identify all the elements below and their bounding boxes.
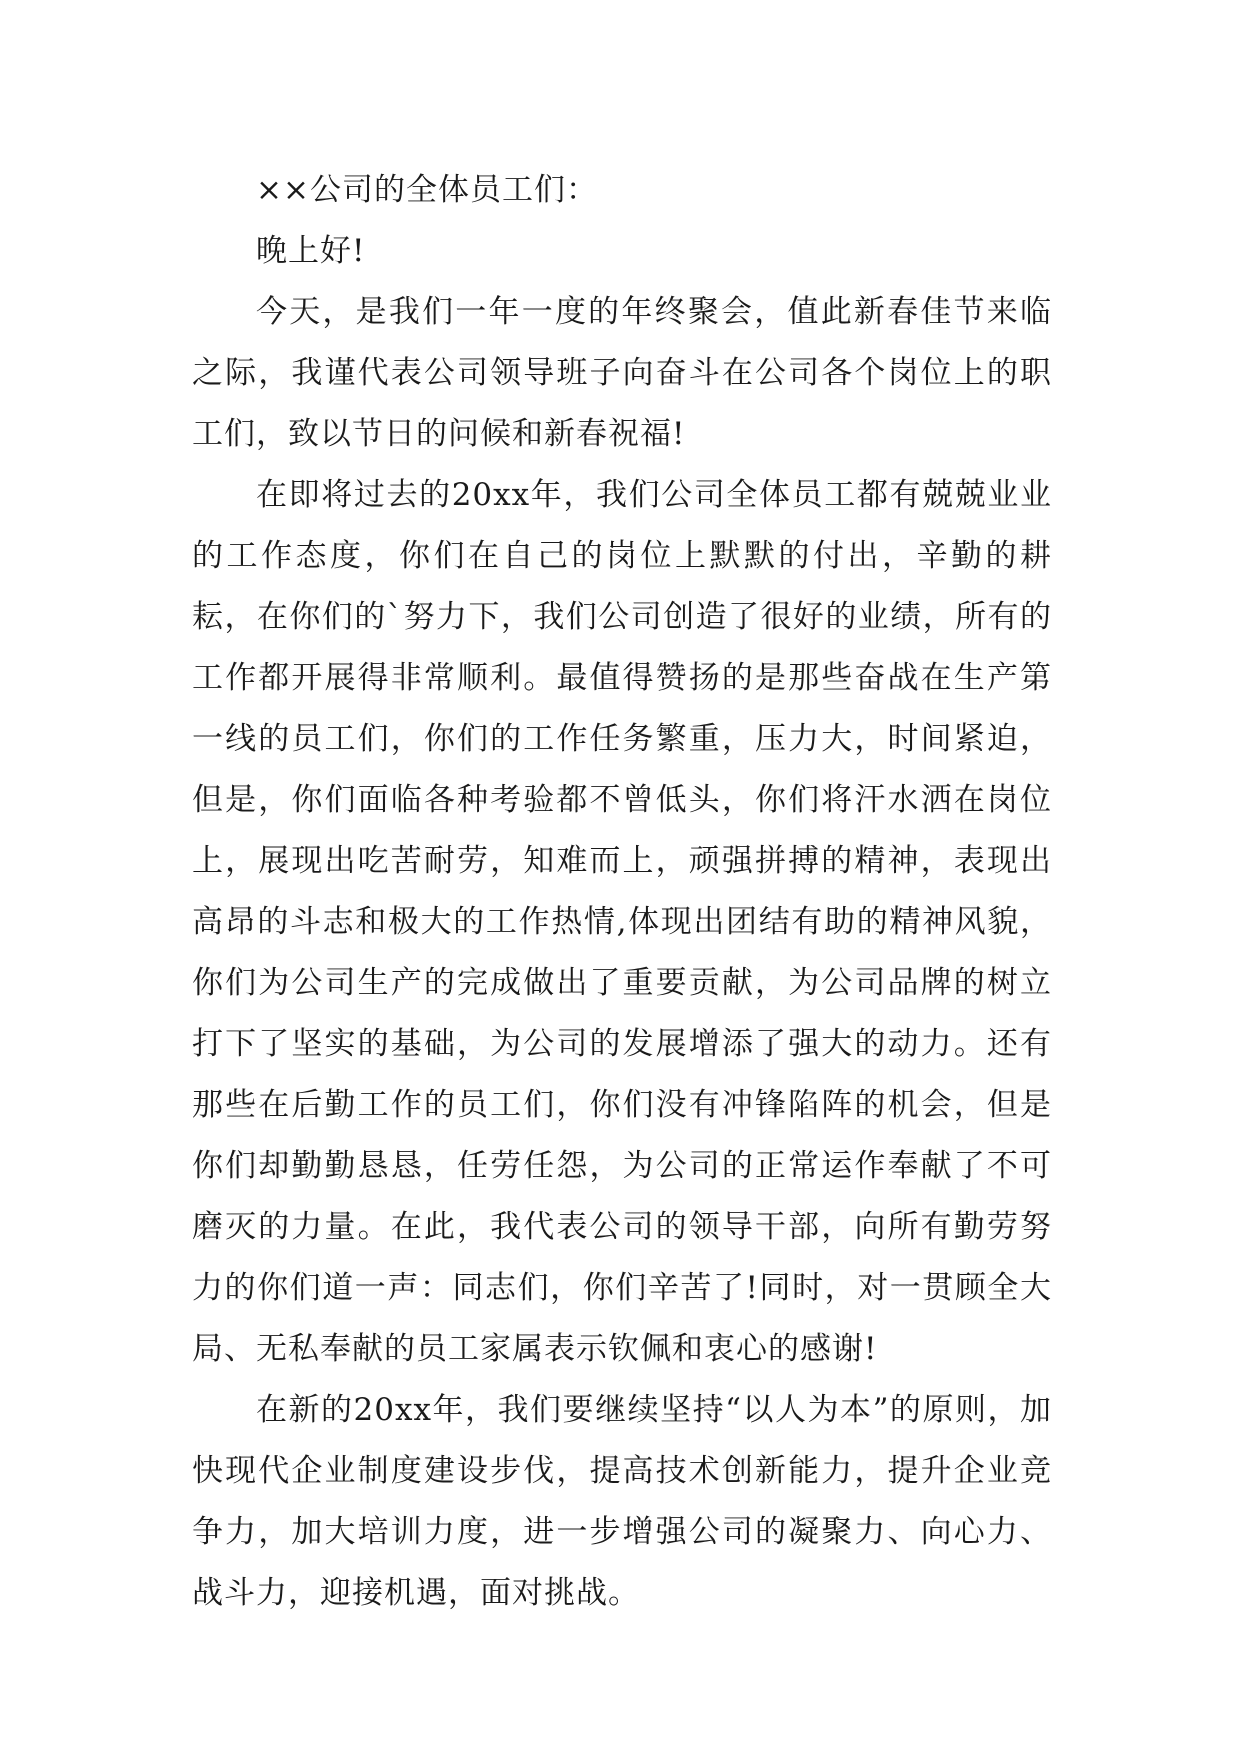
paragraph-outlook: 在新的20xx年，我们要继续坚持“以人为本”的原则，加快现代企业制度建设步伐，提高技术创新能力，提升企业竞争力，加大培训力度，进一步增强公司的凝聚力、向心力、战斗力，迎接机遇，面对挑战。: [192, 1392, 1052, 1611]
paragraph-review: 在即将过去的20xx年，我们公司全体员工都有兢兢业业的工作态度，你们在自己的岗位上默默的付出，辛勤的耕耘，在你们的`努力下，我们公司创造了很好的业绩，所有的工作都开展得非常顺利。最值得赞扬的是那些奋战在生产第一线的员工们，你们的工作任务繁重，压力大，时间紧迫，但是，你们面临各种考验都不曾低头，你们将汗水洒在岗位上，展现出吃苦耐劳，知难而上，顽强拼搏的精神，表现出高昂的斗志和极大的工作热情,体现出团结有助的精神风貌，你们为公司生产的完成做出了重要贡献，为公司品牌的树立打下了坚实的基础，为公司的发展增添了强大的动力。还有那些在后勤工作的员工们，你们没有冲锋陷阵的机会，但是你们却勤勤恳恳，任劳任怨，为公司的正常运作奉献了不可磨灭的力量。在此，我代表公司的领导干部，向所有勤劳努力的你们道一声：同志们，你们辛苦了!同时，对一贯顾全大局、无私奉献的员工家属表示钦佩和衷心的感谢!: [192, 477, 1052, 1367]
paragraph-opening: 今天，是我们一年一度的年终聚会，值此新春佳节来临之际，我谨代表公司领导班子向奋斗在公司各个岗位上的职工们，致以节日的问候和新春祝福!: [192, 294, 1052, 452]
salutation: ××公司的全体员工们：: [256, 172, 598, 208]
greeting: 晚上好!: [256, 233, 366, 269]
letter-body: [192, 160, 1052, 1624]
